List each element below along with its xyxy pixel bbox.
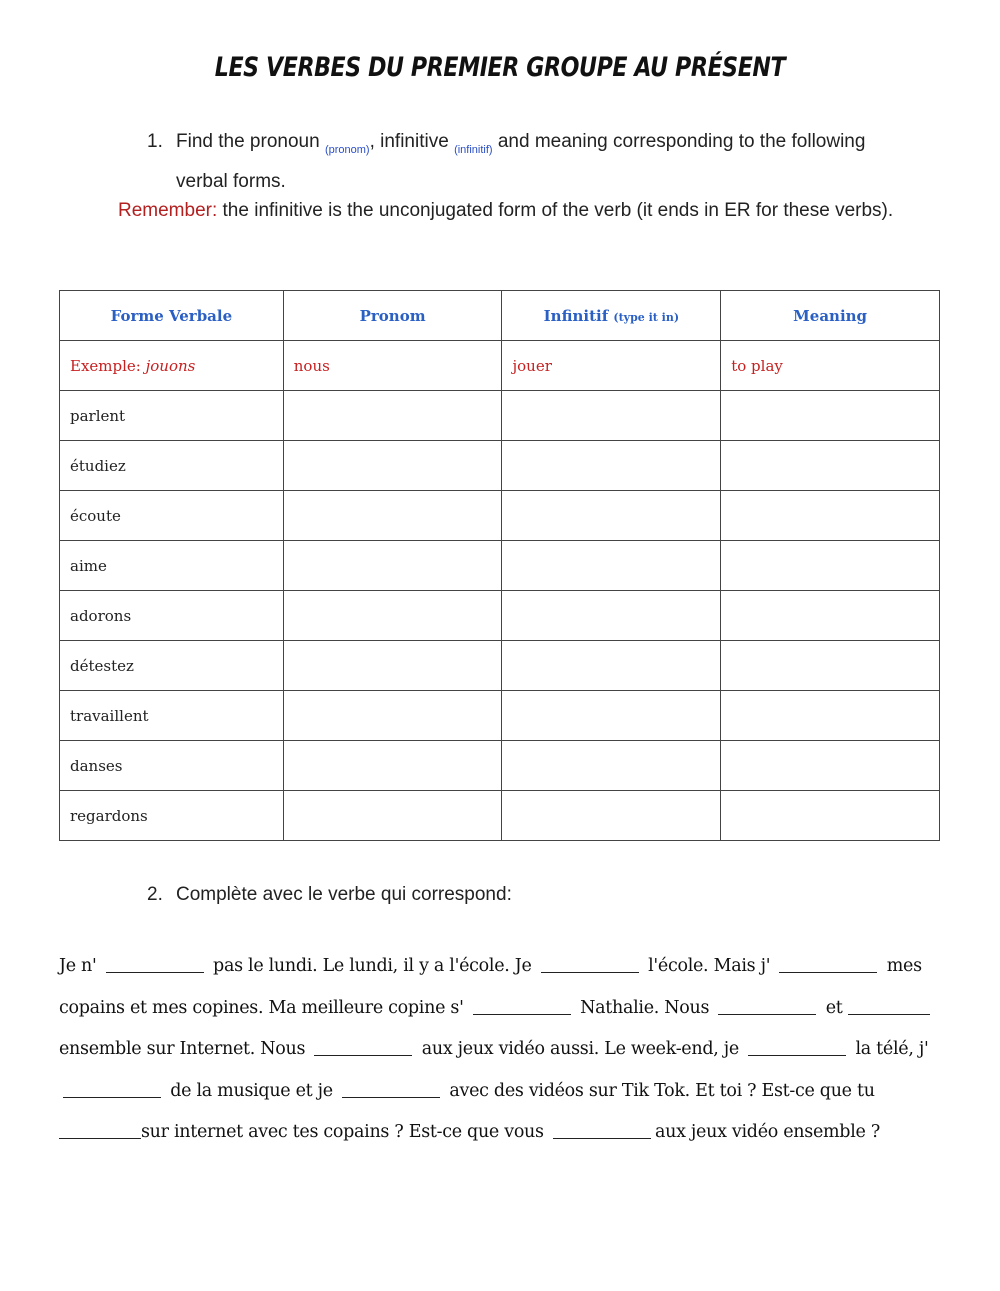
header-infinitif-note: (type it in) bbox=[613, 310, 680, 324]
blank-input-1[interactable] bbox=[106, 952, 204, 973]
blank-input-4[interactable] bbox=[473, 994, 571, 1015]
infinitif-answer-input[interactable] bbox=[502, 791, 721, 841]
table-row bbox=[60, 441, 940, 491]
q1-part1: Find the pronoun bbox=[176, 131, 325, 152]
passage-text: sur internet avec tes copains ? Est-ce que vous bbox=[141, 1122, 549, 1142]
blank-input-3[interactable] bbox=[779, 952, 877, 973]
verb-form: danses bbox=[60, 741, 284, 791]
table-row bbox=[60, 541, 940, 591]
pronom-answer-input[interactable] bbox=[283, 391, 502, 441]
infinitif-answer-input[interactable] bbox=[502, 491, 721, 541]
meaning-answer-input[interactable] bbox=[721, 691, 940, 741]
infinitif-answer-input[interactable] bbox=[502, 741, 721, 791]
table-row bbox=[60, 491, 940, 541]
verb-form: étudiez bbox=[60, 441, 284, 491]
infinitif-answer-input[interactable] bbox=[502, 541, 721, 591]
verb-form: aime bbox=[60, 541, 284, 591]
example-pronom: nous bbox=[283, 341, 502, 391]
table-header-row bbox=[60, 291, 940, 341]
verb-form: regardons bbox=[60, 791, 284, 841]
infinitif-answer-input[interactable] bbox=[502, 441, 721, 491]
passage-text: ensemble sur Internet. Nous bbox=[59, 1039, 311, 1059]
q1-part2: , infinitive bbox=[369, 131, 455, 152]
pronom-answer-input[interactable] bbox=[283, 441, 502, 491]
verb-form: adorons bbox=[60, 591, 284, 641]
blank-input-5[interactable] bbox=[718, 994, 816, 1015]
meaning-answer-input[interactable] bbox=[721, 441, 940, 491]
verb-form: travaillent bbox=[60, 691, 284, 741]
header-forme-verbale: Forme Verbale bbox=[60, 291, 284, 341]
table-row bbox=[60, 641, 940, 691]
header-infinitif bbox=[502, 291, 721, 341]
remember-label: Remember: bbox=[118, 200, 218, 221]
blank-input-11[interactable] bbox=[59, 1118, 141, 1139]
passage-text: l'école. Mais j' bbox=[642, 956, 776, 976]
infinitif-hint: (infinitif) bbox=[454, 144, 493, 156]
meaning-answer-input[interactable] bbox=[721, 591, 940, 641]
blank-input-2[interactable] bbox=[541, 952, 639, 973]
blank-input-12[interactable] bbox=[553, 1118, 651, 1139]
page-title: LES VERBES DU PREMIER GROUPE AU PRÉSENT bbox=[214, 52, 786, 83]
table-row bbox=[60, 691, 940, 741]
question-1 bbox=[147, 126, 907, 198]
infinitif-answer-input[interactable] bbox=[502, 391, 721, 441]
example-row bbox=[60, 341, 940, 391]
blank-input-9[interactable] bbox=[63, 1077, 161, 1098]
pronom-answer-input[interactable] bbox=[283, 791, 502, 841]
blank-input-6[interactable] bbox=[848, 994, 930, 1015]
passage-text: pas le lundi. Le lundi, il y a l'école. Je bbox=[207, 956, 537, 976]
question-1-number: 1. bbox=[147, 131, 163, 152]
passage-text: de la musique et je bbox=[165, 1080, 339, 1101]
table-row bbox=[60, 791, 940, 841]
passage-text: Nathalie. Nous bbox=[574, 997, 715, 1018]
meaning-answer-input[interactable] bbox=[721, 741, 940, 791]
header-infinitif-label: Infinitif bbox=[543, 306, 609, 325]
verb-form: parlent bbox=[60, 391, 284, 441]
example-verb: jouons bbox=[145, 356, 196, 375]
verb-form: détestez bbox=[60, 641, 284, 691]
passage-text: la télé, j' bbox=[850, 1039, 929, 1059]
example-label: Exemple: bbox=[70, 356, 146, 375]
q1-part3: and meaning corresponding to the following verbal forms. bbox=[176, 131, 866, 192]
blank-input-10[interactable] bbox=[342, 1077, 440, 1098]
pronom-answer-input[interactable] bbox=[283, 691, 502, 741]
question-2 bbox=[147, 884, 512, 906]
passage-text: et bbox=[820, 997, 848, 1018]
pronom-answer-input[interactable] bbox=[283, 591, 502, 641]
passage-text: aux jeux vidéo ensemble ? bbox=[654, 1122, 880, 1142]
example-infinitif: jouer bbox=[502, 341, 721, 391]
passage-text: Je n' bbox=[59, 956, 102, 976]
fill-in-passage bbox=[59, 946, 939, 1154]
passage-text: mes copains et mes copines. Ma meilleure copine s' bbox=[59, 956, 922, 1018]
meaning-answer-input[interactable] bbox=[721, 791, 940, 841]
meaning-answer-input[interactable] bbox=[721, 391, 940, 441]
meaning-answer-input[interactable] bbox=[721, 541, 940, 591]
remember-note bbox=[118, 190, 918, 232]
infinitif-answer-input[interactable] bbox=[502, 641, 721, 691]
table-row bbox=[60, 391, 940, 441]
table-row bbox=[60, 741, 940, 791]
table-row bbox=[60, 591, 940, 641]
meaning-answer-input[interactable] bbox=[721, 491, 940, 541]
passage-text: avec des vidéos sur Tik Tok. Et toi ? Est-ce que tu bbox=[444, 1080, 875, 1101]
question-2-text: Complète avec le verbe qui correspond: bbox=[176, 884, 512, 905]
example-verb-cell bbox=[60, 341, 284, 391]
pronom-hint: (pronom) bbox=[324, 144, 370, 156]
question-1-text bbox=[147, 126, 907, 198]
remember-text: the infinitive is the unconjugated form of the verb (it ends in ER for these verbs). bbox=[217, 200, 894, 221]
example-meaning: to play bbox=[721, 341, 940, 391]
infinitif-answer-input[interactable] bbox=[502, 591, 721, 641]
header-pronom: Pronom bbox=[283, 291, 502, 341]
header-meaning: Meaning bbox=[721, 291, 940, 341]
infinitif-answer-input[interactable] bbox=[502, 691, 721, 741]
blank-input-7[interactable] bbox=[314, 1035, 412, 1056]
pronom-answer-input[interactable] bbox=[283, 641, 502, 691]
passage-text: aux jeux vidéo aussi. Le week-end, je bbox=[416, 1039, 745, 1059]
pronom-answer-input[interactable] bbox=[283, 741, 502, 791]
verb-form: écoute bbox=[60, 491, 284, 541]
meaning-answer-input[interactable] bbox=[721, 641, 940, 691]
question-2-number: 2. bbox=[147, 884, 163, 905]
blank-input-8[interactable] bbox=[748, 1035, 846, 1056]
verb-table bbox=[59, 290, 940, 841]
pronom-answer-input[interactable] bbox=[283, 541, 502, 591]
pronom-answer-input[interactable] bbox=[283, 491, 502, 541]
